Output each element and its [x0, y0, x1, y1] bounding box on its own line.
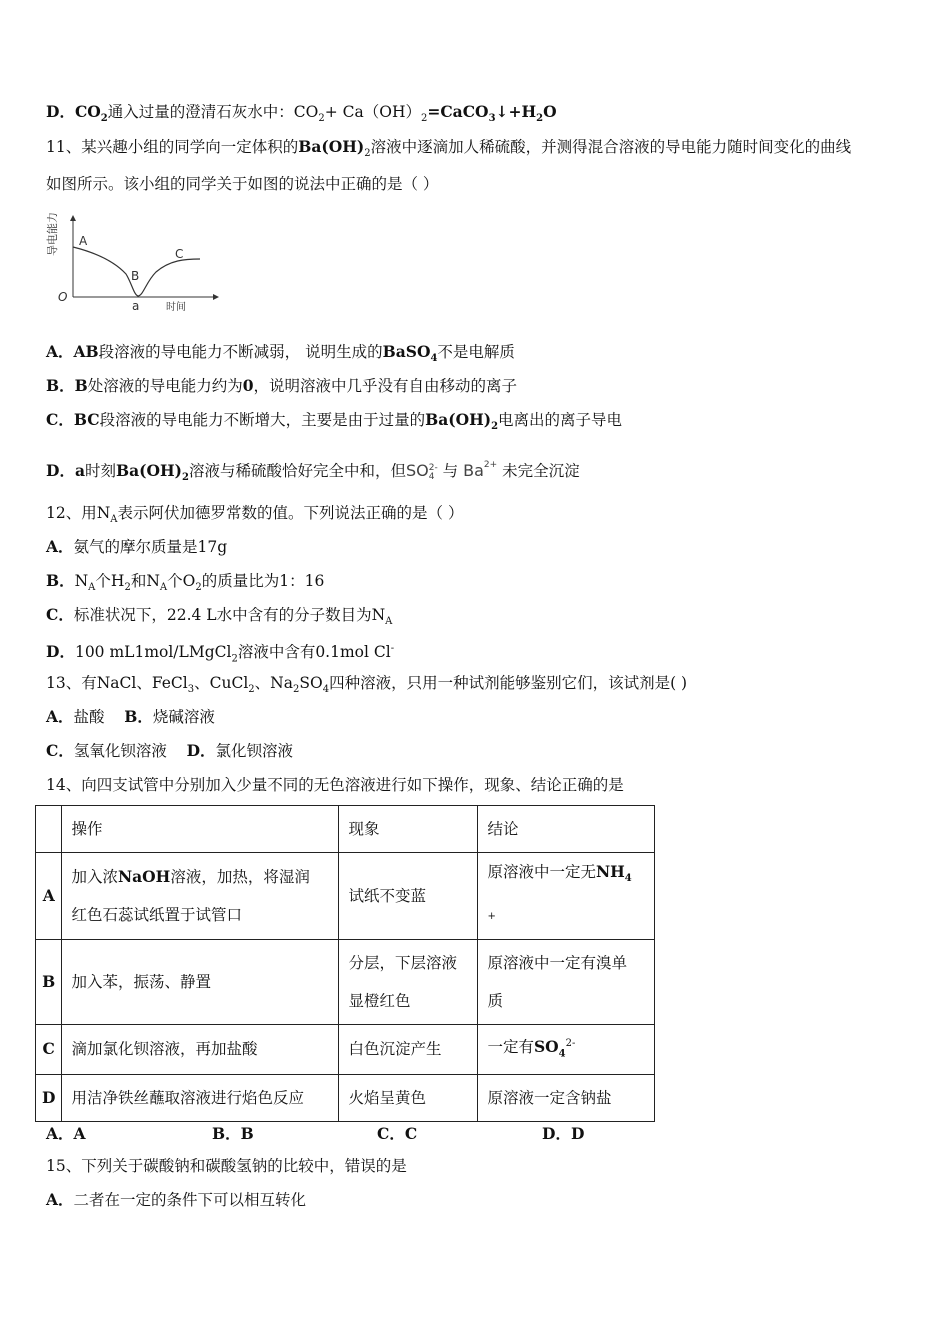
q12-option-a: A．氨气的摩尔质量是17g [46, 537, 228, 556]
row-key: D [36, 1074, 62, 1121]
table-row [36, 1025, 655, 1074]
q11-option-d: D．a时刻$Ba(OH)_2$溶液与稀硫酸恰好完全中和，但SO 2- 4 与 $Ba^{2+}$ 未完全沉淀 [46, 460, 580, 484]
sulfate-ion: SO 2- 4 [405, 461, 438, 482]
row-key: A [36, 853, 62, 940]
header-blank [36, 806, 62, 853]
row-phenomenon: 分层，下层溶液 显橙红色 [339, 940, 478, 1025]
row-conclusion: 原溶液中一定无$NH_4$ + [478, 853, 655, 940]
row-operation: 加入浓NaOH溶液，加热，将湿润 红色石蕊试纸置于试管口 [62, 853, 339, 940]
q11-option-b: B．B处溶液的导电能力约为0，说明溶液中几乎没有自由移动的离子 [46, 376, 518, 395]
y-axis-arrow [70, 215, 76, 221]
row-key: B [36, 940, 62, 1025]
table-row [36, 853, 655, 940]
conductivity-graph [48, 212, 228, 317]
barium-ion: $Ba^{2+}$ [463, 460, 498, 480]
table-row [36, 940, 655, 1025]
q12-option-c: C．标准状况下，22.4 L水中含有的分子数目为$N_A$ [46, 605, 393, 628]
q11-stem-line2: 如图所示。该小组的同学关于如图的说法中正确的是（ ） [46, 175, 439, 193]
table-row [36, 1074, 655, 1121]
q10-option-d: D．$CO_2$通入过量的澄清石灰水中：$CO_2+$ $Ca(OH)_2=CaCO_3↓+H_2O$ [46, 102, 557, 125]
row-phenomenon: 火焰呈黄色 [339, 1074, 478, 1121]
q15-option-a: A．二者在一定的条件下可以相互转化 [46, 1190, 307, 1209]
row-conclusion: 一定有$SO_4^{2-}$ [478, 1025, 655, 1074]
point-b-label: B [131, 269, 140, 283]
row-operation: 加入苯，振荡、静置 [62, 940, 339, 1025]
row-conclusion: 原溶液一定含钠盐 [478, 1074, 655, 1121]
table-header-row [36, 806, 655, 853]
q12-option-d: D．100 mL1mol/LMgCl$_2$溶液中含有0.1mol Cl- [46, 642, 395, 665]
row-key: C [36, 1025, 62, 1074]
row-operation: 用洁净铁丝蘸取溶液进行焰色反应 [62, 1074, 339, 1121]
q15-stem: 15、下列关于碳酸钠和碳酸氢钠的比较中，错误的是 [46, 1157, 407, 1175]
q11-stem-line1: 11、某兴趣小组的同学向一定体积的$Ba(OH)_2$溶液中逐滴加人稀硫酸，并测得混合溶液的导电能力随时间变化的曲线 [46, 137, 852, 160]
header-conclusion: 结论 [478, 806, 655, 853]
q14-option-a: A．A [46, 1124, 86, 1143]
point-c-label: C [175, 247, 184, 261]
header-phenomenon: 现象 [339, 806, 478, 853]
q14-table [35, 805, 655, 1122]
row-phenomenon: 白色沉淀产生 [339, 1025, 478, 1074]
row-phenomenon: 试纸不变蓝 [339, 853, 478, 940]
x-axis-label: 时间 [166, 302, 186, 313]
x-axis-arrow [213, 294, 219, 300]
header-operation: 操作 [62, 806, 339, 853]
q12-stem: 12、用$N_A$表示阿伏加德罗常数的值。下列说法正确的是（ ） [46, 504, 464, 526]
q11-option-c: C．BC段溶液的导电能力不断增大，主要是由于过量的$Ba(OH)_2$电离出的离子导电 [46, 410, 623, 433]
point-low-label: a [132, 299, 140, 313]
point-a-label: A [79, 234, 88, 248]
q13-options-ab: A．盐酸 B．烧碱溶液 [46, 707, 215, 726]
y-axis-label: 导电能力 [46, 212, 59, 256]
q13-stem: 13、有NaCl、FeCl$_3$、CuCl$_2$、$Na_2SO_4$四种溶液，只用一种试剂能够鉴别它们，该试剂是( ) [46, 674, 688, 696]
q14-stem: 14、向四支试管中分别加入少量不同的无色溶液进行如下操作，现象、结论正确的是 [46, 776, 624, 794]
row-conclusion: 原溶液中一定有溴单 质 [478, 940, 655, 1025]
q14-option-b: B．B [212, 1124, 254, 1143]
q12-option-b: B．$N_A$个$H_2$和$N_A$个$O_2$的质量比为1：16 [46, 571, 325, 594]
origin-label: O [58, 290, 68, 304]
row-operation: 滴加氯化钡溶液，再加盐酸 [62, 1025, 339, 1074]
q14-option-d: D．D [542, 1124, 585, 1143]
q11-option-a: A．AB段溶液的导电能力不断减弱， 说明生成的BaSO$_4$不是电解质 [46, 342, 515, 365]
q14-option-c: C．C [377, 1124, 418, 1143]
q13-options-cd: C．氢氧化钡溶液 D．氯化钡溶液 [46, 741, 294, 760]
